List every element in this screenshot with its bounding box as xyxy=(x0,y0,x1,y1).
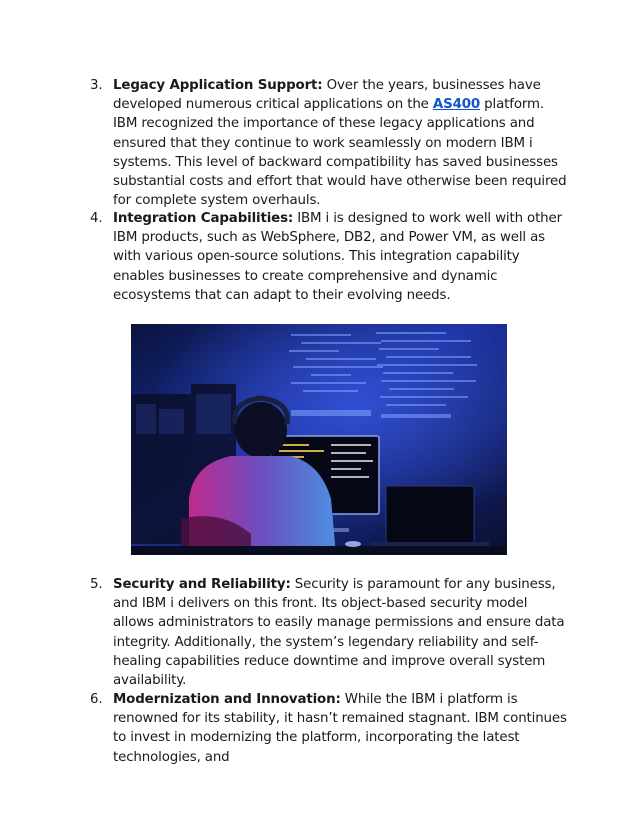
list-number: 6. xyxy=(90,692,103,707)
list-item-legacy-application-support xyxy=(90,76,570,210)
list-number: 4. xyxy=(90,211,103,226)
list-item-heading: Security and Reliability: xyxy=(113,577,291,592)
list-item-text: While the IBM i platform is renowned for its stability, it hasn’t remained stagnant. IBM continues to invest in modernizing the platform, incorporating the latest technologies, and xyxy=(113,692,567,765)
list-item-body xyxy=(113,76,570,210)
developer-at-monitor-photo xyxy=(131,324,507,555)
list-item-text: IBM i is designed to work well with other IBM products, such as WebSphere, DB2, and Power VM, as well as with various open-source solutions. This integration capability enables businesses to create comprehensive and dynamic ecosystems that can adapt to their evolving needs. xyxy=(113,211,562,303)
list-item-security-and-reliability xyxy=(90,575,570,690)
list-item-heading: Integration Capabilities: xyxy=(113,211,294,226)
list-item-text: Over the years, businesses have developed numerous critical applications on the xyxy=(113,78,541,113)
list-item-body xyxy=(113,209,570,305)
list-item-body xyxy=(113,575,570,690)
list-item-text: Security is paramount for any business, and IBM i delivers on this front. Its object-based security model allows administrators to easily manage permissions and ensure data integrity. Additionally, the system’s legendary reliability and self-healing capabilities reduce downtime and improve overall system availability. xyxy=(113,577,565,689)
list-item-text: platform. IBM recognized the importance of these legacy applications and ensured that they continue to work seamlessly on modern IBM i systems. This level of backward compatibility has saved businesses substantial costs and effort that would have otherwise been required for complete system overhauls. xyxy=(113,97,567,209)
as400-link[interactable]: AS400 xyxy=(432,97,481,113)
list-item-heading: Legacy Application Support: xyxy=(113,78,323,93)
list-number: 3. xyxy=(90,78,103,93)
list-item-body xyxy=(113,690,570,767)
list-item-integration-capabilities xyxy=(90,209,570,305)
list-number: 5. xyxy=(90,577,103,592)
list-item-heading: Modernization and Innovation: xyxy=(113,692,341,707)
list-item-modernization-and-innovation xyxy=(90,690,570,767)
